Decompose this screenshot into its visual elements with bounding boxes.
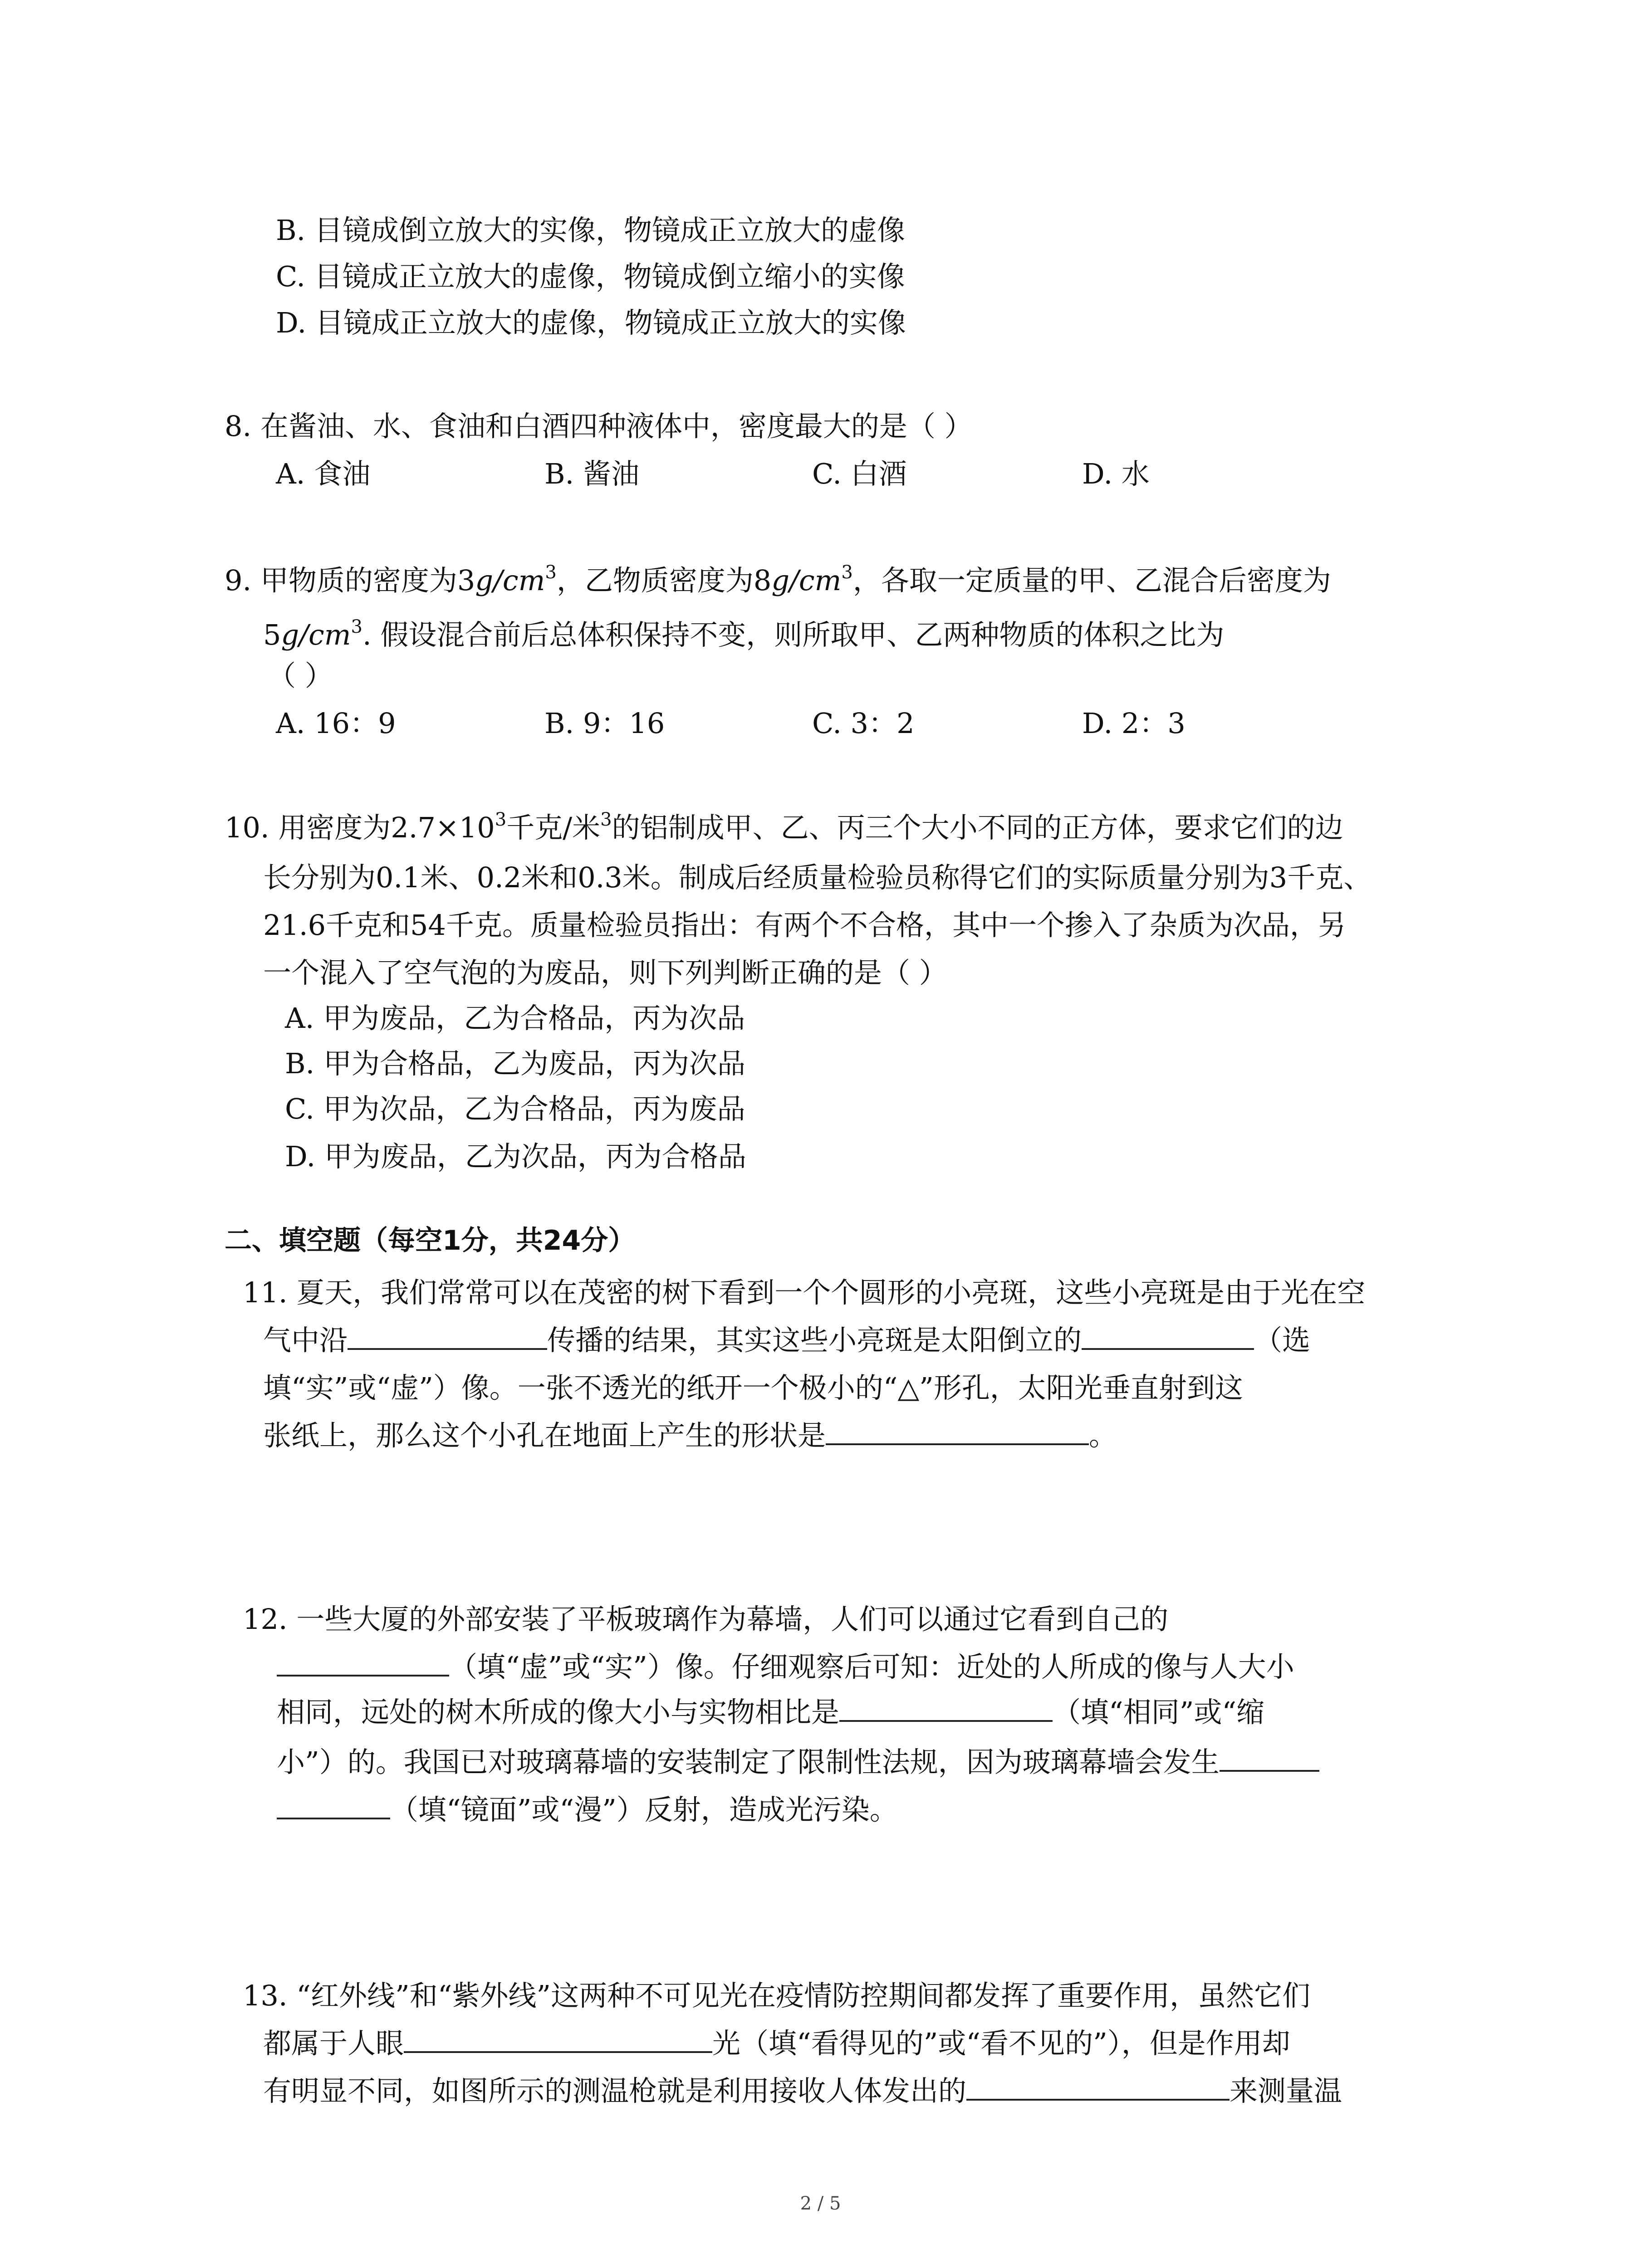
q10-option-a: A. 甲为废品，乙为合格品，丙为次品	[285, 1002, 745, 1035]
q11-line3: 填“实”或“虚”）像。一张不透光的纸开一个极小的“△”形孔，太阳光垂直射到这	[263, 1371, 1243, 1404]
q11-text: 张纸上，那么这个小孔在地面上产生的形状是	[263, 1419, 826, 1452]
q9-superscript: 3	[351, 616, 362, 637]
q11-blank-3[interactable]	[826, 1418, 1089, 1445]
q12-blank-1[interactable]	[277, 1649, 449, 1677]
q10-stem-line3: 21.6千克和54千克。质量检验员指出：有两个不合格，其中一个掺入了杂质为次品，另	[263, 909, 1346, 942]
q12-line5	[277, 1792, 898, 1828]
q10-option-b: B. 甲为合格品，乙为废品，丙为次品	[285, 1047, 745, 1080]
q12-line2	[277, 1649, 1294, 1685]
q13-blank-2[interactable]	[966, 2073, 1230, 2101]
q10-stem-line4: 一个混入了空气泡的为废品，则下列判断正确的是（ ）	[263, 956, 947, 989]
q12-text: （填“镜面”或“漫”）反射，造成光污染。	[390, 1793, 898, 1826]
q12-text: （填“相同”或“缩	[1053, 1696, 1265, 1729]
q8-option-a: A. 食油	[276, 457, 371, 490]
q8-option-d: D. 水	[1082, 457, 1150, 490]
q9-superscript: 3	[545, 562, 557, 583]
q11-text: （选	[1254, 1324, 1311, 1357]
section-heading: 二、填空题（每空1分，共24分）	[225, 1225, 636, 1256]
q10-text: 10. 用密度为2.7×10	[225, 811, 495, 844]
q9-unit: g/cm	[281, 618, 351, 651]
q9-unit: g/cm	[771, 564, 842, 597]
q9-superscript: 3	[841, 562, 853, 583]
q7-option-c: C. 目镜成正立放大的虚像，物镜成倒立缩小的实像	[276, 260, 905, 293]
q7-option-b: B. 目镜成倒立放大的实像，物镜成正立放大的虚像	[276, 214, 905, 247]
page-number: 2 / 5	[800, 2193, 841, 2214]
q8-stem: 8. 在酱油、水、食油和白酒四种液体中，密度最大的是（ ）	[225, 410, 973, 443]
q10-superscript: 3	[600, 809, 612, 830]
q12-blank-3[interactable]	[1220, 1745, 1319, 1772]
q12-text: 小”）的。我国已对玻璃幕墙的安装制定了限制性法规，因为玻璃幕墙会发生	[277, 1745, 1220, 1779]
q13-text: 来测量温	[1230, 2074, 1342, 2107]
q12-line4	[277, 1744, 1319, 1780]
q13-line2	[263, 2025, 1290, 2062]
q12-line1: 12. 一些大厦的外部安装了平板玻璃作为幕墙，人们可以通过它看到自己的	[243, 1603, 1169, 1636]
q9-text: ，各取一定质量的甲、乙混合后密度为	[852, 564, 1331, 597]
q12-blank-3-continued[interactable]	[277, 1792, 390, 1819]
q13-line3	[263, 2073, 1342, 2109]
q9-stem-line1	[225, 562, 1331, 599]
q9-option-a: A. 16：9	[276, 707, 396, 740]
q9-text: 9. 甲物质的密度为3	[225, 564, 475, 597]
q10-stem-line1	[225, 810, 1343, 846]
q12-text: 相同，远处的树木所成的像大小与实物相比是	[277, 1696, 840, 1729]
q10-stem-line2: 长分别为0.1米、0.2米和0.3米。制成后经质量检验员称得它们的实际质量分别为3千克、	[263, 861, 1372, 894]
q9-text: . 假设混合前后总体积保持不变，则所取甲、乙两种物质的体积之比为	[362, 618, 1225, 651]
q10-text: 千克/米	[506, 811, 601, 844]
q9-text: ，乙物质密度为8	[556, 564, 772, 597]
q11-text: 传播的结果，其实这些小亮斑是太阳倒立的	[547, 1324, 1082, 1357]
q9-stem-line2	[263, 617, 1224, 653]
q9-option-c: C. 3：2	[812, 707, 915, 740]
q12-text: （填“虚”或“实”）像。仔细观察后可知：近处的人所成的像与人大小	[449, 1650, 1294, 1683]
q9-unit: g/cm	[475, 564, 545, 597]
q10-option-c: C. 甲为次品，乙为合格品，丙为废品	[285, 1092, 745, 1125]
q12-line3	[277, 1694, 1264, 1730]
q13-text: 都属于人眼	[263, 2027, 404, 2060]
q9-option-b: B. 9：16	[544, 707, 665, 740]
q11-blank-2[interactable]	[1082, 1323, 1254, 1350]
q10-option-d: D. 甲为废品，乙为次品，丙为合格品	[285, 1140, 746, 1173]
q10-text: 的铝制成甲、乙、丙三个大小不同的正方体，要求它们的边	[612, 811, 1343, 844]
q11-text: 。	[1089, 1419, 1117, 1452]
q11-blank-1[interactable]	[348, 1323, 547, 1350]
q9-option-d: D. 2：3	[1082, 707, 1185, 740]
q11-line2	[263, 1322, 1310, 1359]
q8-option-c: C. 白酒	[812, 457, 907, 490]
q8-option-b: B. 酱油	[544, 457, 639, 490]
q9-stem-line3: （ ）	[268, 659, 333, 692]
q13-text: 光（填“看得见的”或“看不见的”），但是作用却	[712, 2027, 1290, 2060]
q13-text: 有明显不同，如图所示的测温枪就是利用接收人体发出的	[263, 2074, 967, 2107]
q12-blank-2[interactable]	[839, 1695, 1053, 1722]
q11-line4	[263, 1418, 1117, 1454]
q13-line1: 13. “红外线”和“紫外线”这两种不可见光在疫情防控期间都发挥了重要作用，虽然它们	[243, 1979, 1311, 2012]
q11-line1: 11. 夏天，我们常常可以在茂密的树下看到一个个圆形的小亮斑，这些小亮斑是由于光在空	[243, 1276, 1366, 1309]
q7-option-d: D. 目镜成正立放大的虚像，物镜成正立放大的实像	[276, 306, 906, 339]
q10-superscript: 3	[495, 809, 507, 830]
q9-text: 5	[263, 618, 281, 651]
q11-text: 气中沿	[263, 1324, 348, 1357]
q13-blank-1[interactable]	[404, 2026, 712, 2053]
